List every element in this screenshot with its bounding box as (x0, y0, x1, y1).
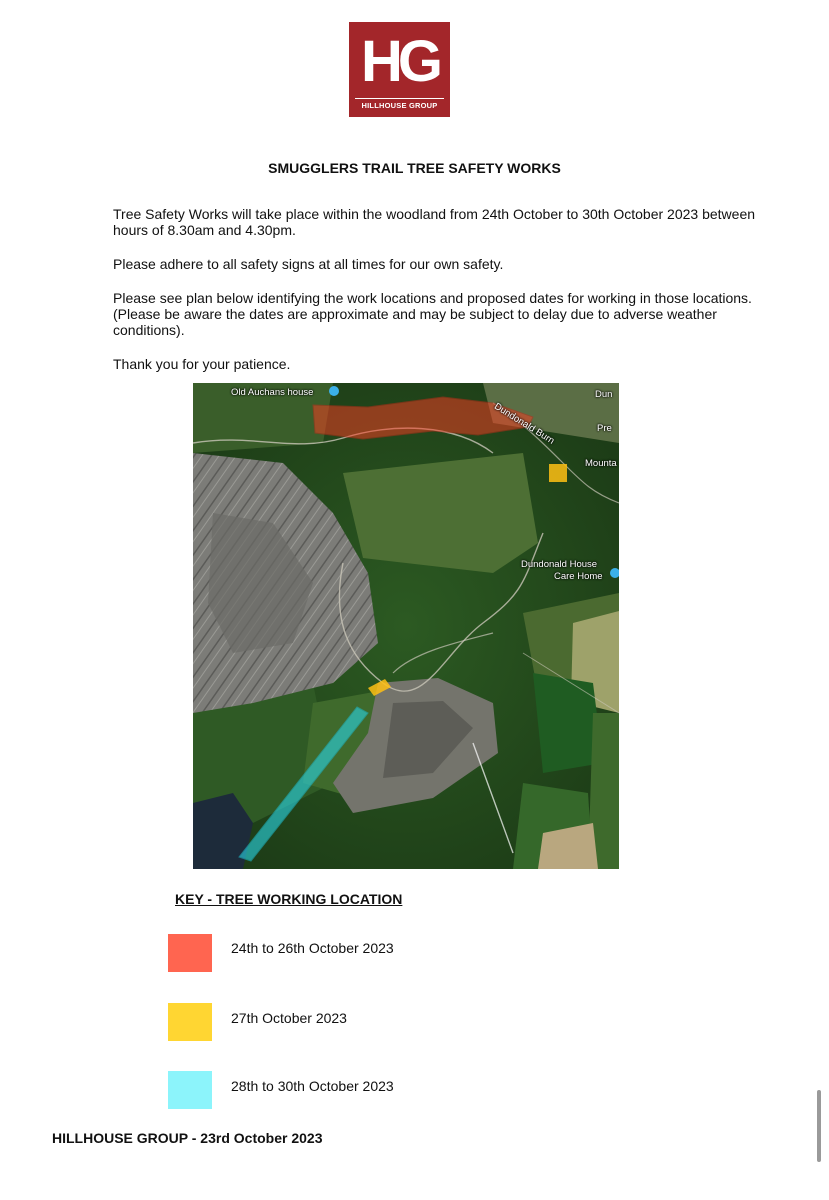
paragraph-schedule: Tree Safety Works will take place within the woodland from 24th October to 30th October 2023 between hours of 8.30am and 4.30pm. (113, 206, 756, 238)
paragraph-safety-signs: Please adhere to all safety signs at all times for our own safety. (113, 256, 504, 272)
key-swatch-yellow (168, 1003, 212, 1041)
key-swatch-cyan (168, 1071, 212, 1109)
paragraph-thanks: Thank you for your patience. (113, 356, 291, 372)
map-label-dundonald-house: Dundonald House (521, 559, 598, 570)
logo-subtitle: HILLHOUSE GROUP (361, 101, 438, 110)
logo-mark: HG (361, 29, 438, 94)
map-label-mount: Mounta (585, 458, 617, 469)
work-location-map (193, 383, 619, 869)
footer-signature: HILLHOUSE GROUP - 23rd October 2023 (52, 1130, 323, 1146)
key-swatch-red (168, 934, 212, 972)
logo-divider (355, 98, 444, 99)
document-title: SMUGGLERS TRAIL TREE SAFETY WORKS (268, 160, 561, 176)
key-label-cyan: 28th to 30th October 2023 (231, 1078, 394, 1094)
paragraph-plan-notice: Please see plan below identifying the work locations and proposed dates for working in those locations. (Please be aware the dates are approximate and may be subject to delay due to adverse weather conditions). (113, 290, 752, 338)
work-zone-yellow-north (549, 464, 567, 482)
key-title: KEY - TREE WORKING LOCATION (175, 891, 403, 907)
vertical-scrollbar[interactable] (817, 1090, 821, 1162)
map-label-dun: Dun (595, 389, 613, 400)
satellite-map-image (193, 383, 619, 869)
hillhouse-logo (349, 22, 450, 117)
map-label-care-home: Care Home (554, 571, 603, 582)
key-label-yellow: 27th October 2023 (231, 1010, 347, 1026)
map-label-old-auchans: Old Auchans house (231, 387, 314, 398)
map-label-pre: Pre (597, 423, 612, 434)
location-pin-icon (329, 386, 339, 396)
key-label-red: 24th to 26th October 2023 (231, 940, 394, 956)
map-label-dundonald-burn: Dundonald Burn (492, 401, 557, 447)
